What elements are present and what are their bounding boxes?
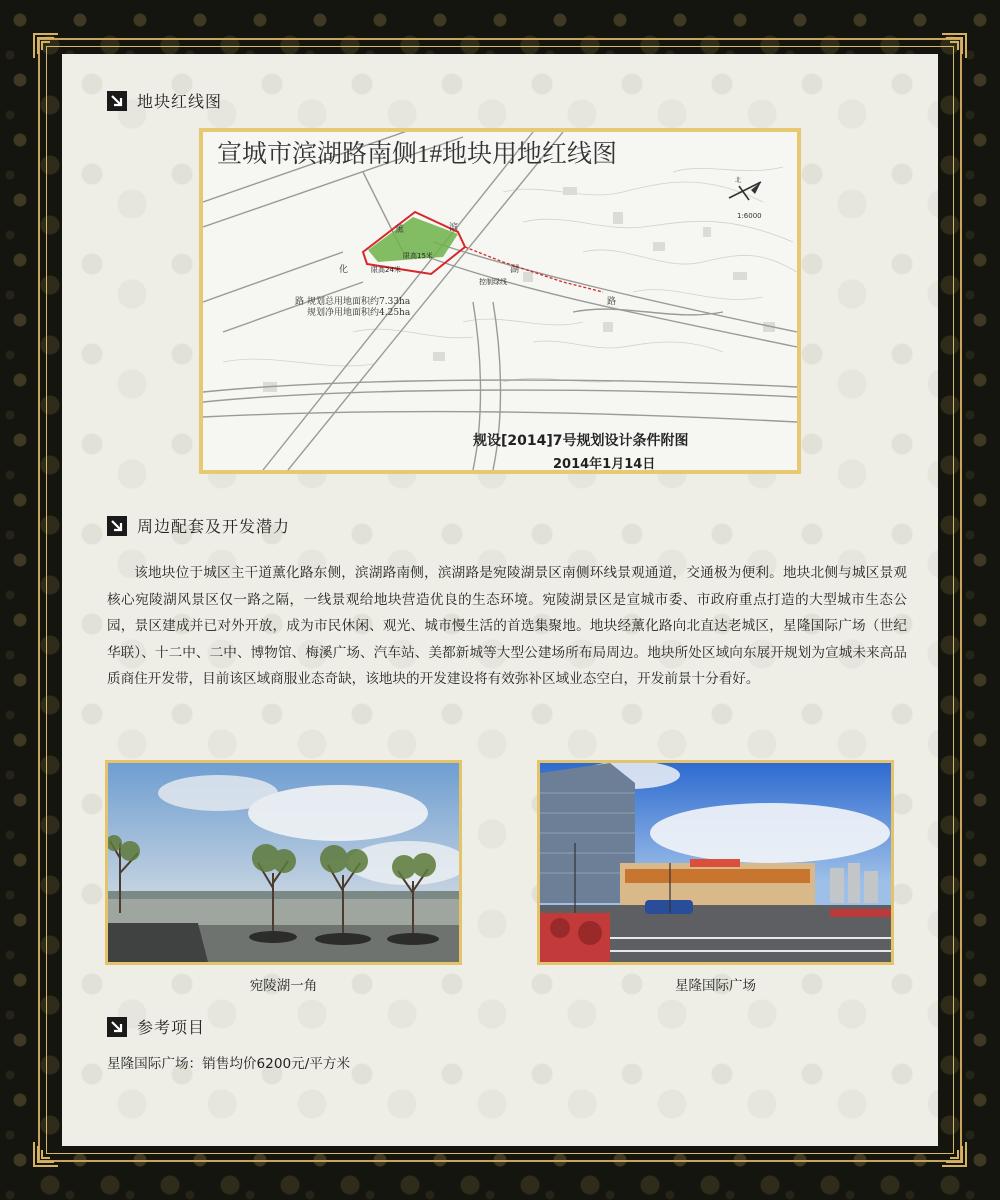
map-title: 宣城市滨湖路南侧1#地块用地红线图: [217, 141, 618, 168]
road-label: 滨: [449, 223, 459, 233]
corner-ornament-icon: [940, 1140, 968, 1168]
redline-map: [199, 128, 801, 474]
photo-caption: 星隆国际广场: [675, 978, 756, 994]
plaza-photo: [537, 760, 894, 965]
section-header-reference: [107, 1015, 205, 1038]
height-limit-label: 限高15米: [403, 252, 433, 260]
photo-caption: 宛陵湖一角: [249, 978, 318, 994]
section-title: 参考项目: [137, 1018, 206, 1037]
section-header-surroundings: [107, 514, 290, 537]
svg-text:北: 北: [735, 177, 742, 184]
area-net-label: 规划净用地面积约4.25ha: [307, 308, 411, 318]
road-label: 化: [339, 265, 349, 275]
height-limit-label: 限高24米: [371, 266, 401, 274]
green-line-label: 控制绿线: [479, 278, 507, 286]
map-scale: 1:6000: [737, 212, 762, 220]
road-label: 路: [295, 297, 305, 307]
arrow-box-icon: [107, 91, 127, 111]
corner-ornament-icon: [32, 1140, 60, 1168]
area-total-label: 规划总用地面积约7.33ha: [307, 297, 411, 307]
section-header-redline: [107, 89, 222, 112]
road-label: 薰: [395, 225, 405, 235]
arrow-box-icon: [107, 516, 127, 536]
surroundings-paragraph: 该地块位于城区主干道薰化路东侧，滨湖路南侧，滨湖路是宛陵湖景区南侧环线景观通道，交通极为便利。地块北侧与城区景观核心宛陵湖风景区仅一路之隔，一线景观给地块营造优良的生态环境。宛陵湖景区是宣城市委、市政府重点打造的大型城市生态公园，景区建成并已对外开放，成为市民休闲、观光、城市慢生活的首选集聚地。地块经薰化路向北直达老城区，星隆国际广场（世纪华联）、十二中、二中、博物馆、梅溪广场、汽车站、美都新城等大型公建场所布局周边。地块所处区域向东展开规划为宣城未来高品质商住开发带，目前该区域商服业态奇缺，该地块的开发建设将有效弥补区域业态空白，开发前景十分看好。: [107, 565, 907, 687]
lake-photo: [105, 760, 462, 965]
map-footer: 规设[2014]7号规划设计条件附图: [473, 433, 689, 449]
road-label: 湖: [510, 265, 520, 275]
corner-ornament-icon: [32, 32, 60, 60]
arrow-box-icon: [107, 1017, 127, 1037]
map-date: 2014年1月14日: [553, 457, 656, 470]
section-title: 周边配套及开发潜力: [137, 517, 291, 536]
section-title: 地块红线图: [137, 92, 223, 111]
road-label: 路: [607, 297, 617, 307]
reference-project-text: 星隆国际广场：销售均价6200元/平方米: [107, 1056, 351, 1072]
corner-ornament-icon: [940, 32, 968, 60]
